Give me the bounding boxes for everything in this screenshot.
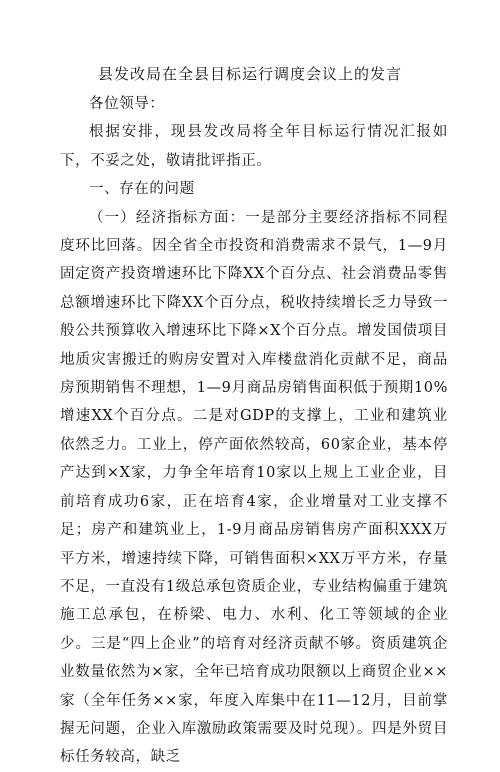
salutation: 各位领导：	[89, 96, 165, 112]
document-body	[60, 90, 448, 772]
section-heading: 一、存在的问题	[89, 181, 195, 198]
document-title: 县发改局在全县目标运行调度会议上的发言	[97, 65, 402, 83]
intro-paragraph: 根据安排，现县发改局将全年目标运行情况汇报如下，不妥之处，敬请批评指正。	[60, 124, 448, 169]
body-paragraph: （一）经济指标方面：一是部分主要经济指标不同程度环比回落。因全省全市投资和消费需求不景气，1—9月固定资产投资增速环比下降XX个百分点、社会消费品零售总额增速环比下降XX个百分点，税收持续增长乏力导致一般公共预算收入增速环比下降×X个百分点。增发国债项目地质灾害搬迁的购房安置对入库楼盘消化贡献不足，商品房预期销售不理想，1—9月商品房销售面积低于预期10%增速XX个百分点。二是对GDP的支撑上，工业和建筑业依然乏力。工业上，停产面依然较高，60家企业，基本停产达到×X家，力争全年培育10家以上规上工业企业，目前培育成功6家，正在培育4家，企业增量对工业支撑不足；房产和建筑业上，1-9月商品房销售房产面积XXX万平方米，增速持续下降，可销售面积×XX万平方米，存量不足，一直没有1级总承包资质企业，专业结构偏重于建筑施工总承包，在桥梁、电力、水利、化工等领域的企业少。三是“四上企业”的培育对经济贡献不够。资质建筑企业数量依然为×家，全年已培育成功限额以上商贸企业××家（全年任务××家，年度入库集中在11—12月，目前掌握无问题，企业入库激励政策需要及时兑现）。四是外贸目标任务较高，缺乏	[60, 209, 448, 766]
